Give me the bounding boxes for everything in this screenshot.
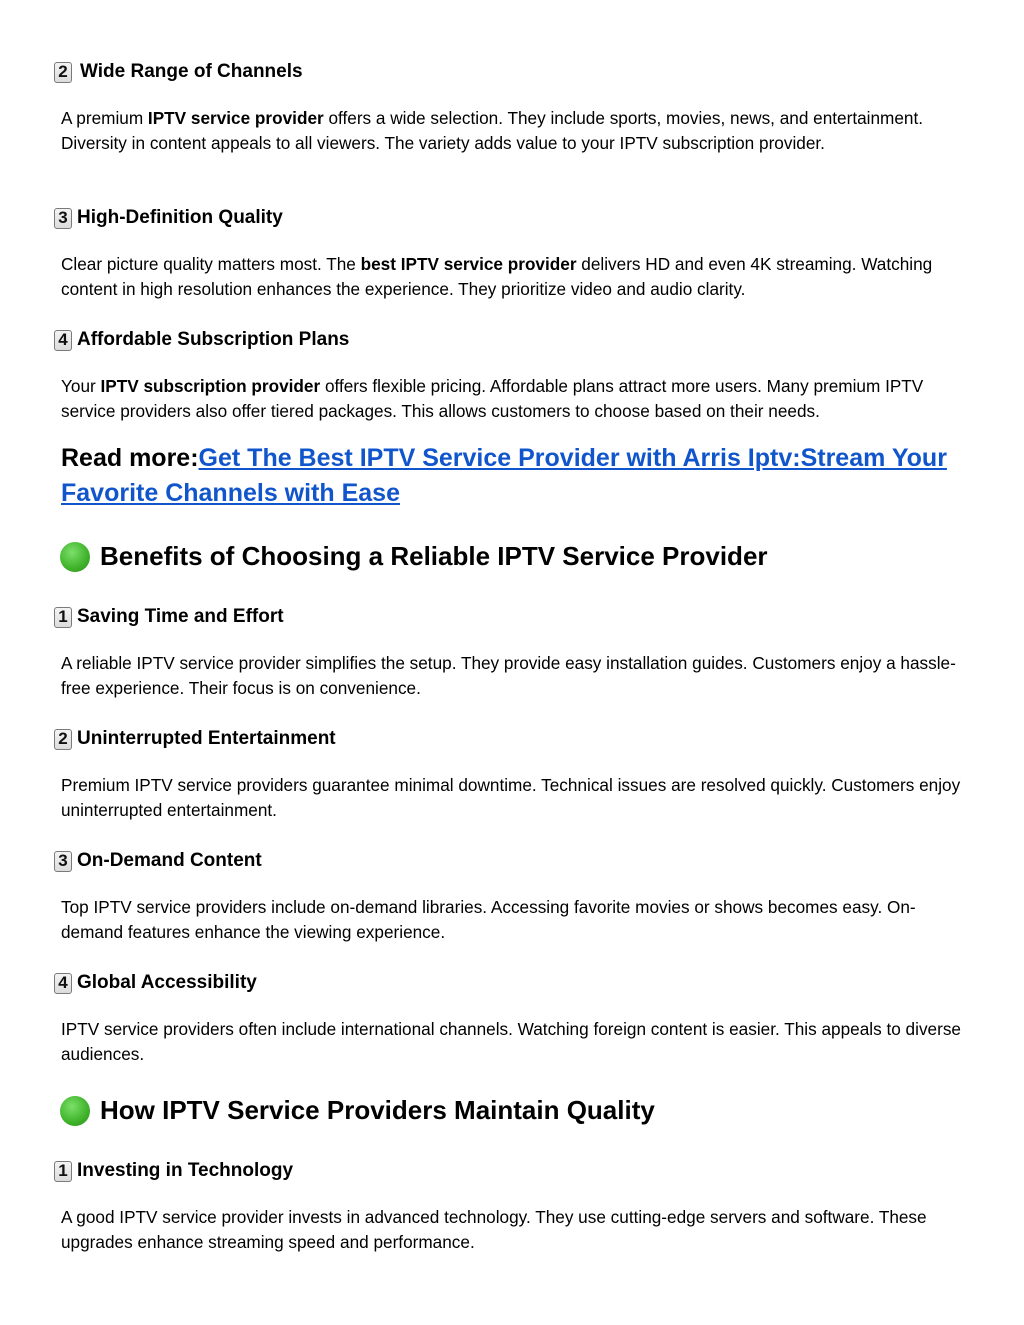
text-run: offers a wide selection. They include sports, movies, news, and entertainment. Diversity in content appeals to all viewers. The variety adds value to your IPTV subscription provider.	[61, 108, 924, 153]
text-run: offers flexible pricing. Affordable plans attract more users. Many premium IPTV service providers also offer tiered packages. This allows customers to choose based on their needs.	[61, 376, 924, 421]
heading-text: Benefits of Choosing a Reliable IPTV Service Provider	[100, 541, 768, 571]
subheading-hd-quality	[54, 207, 283, 229]
subheading-title: Uninterrupted Entertainment	[77, 728, 336, 749]
keycap-number-icon: 3	[54, 208, 72, 229]
paragraph-saving-time: A reliable IPTV service provider simplifies the setup. They provide easy installation guides. Customers enjoy a hassle-free experience. Their focus is on convenience.	[61, 653, 956, 698]
subheading-title: Saving Time and Effort	[77, 606, 284, 627]
text-run: Your	[61, 376, 101, 396]
bold-keyword: IPTV service provider	[147, 108, 324, 128]
keycap-number-icon: 2	[54, 62, 72, 83]
subheading-saving-time	[54, 606, 284, 628]
paragraph-on-demand: Top IPTV service providers include on-demand libraries. Accessing favorite movies or shows becomes easy. On-demand features enhance the viewing experience.	[61, 897, 916, 942]
green-circle-icon	[60, 1096, 90, 1126]
paragraph-hd-quality	[61, 252, 966, 301]
subheading-wide-range	[54, 61, 303, 83]
paragraph-global-access: IPTV service providers often include international channels. Watching foreign content is easier. This appeals to diverse audiences.	[61, 1019, 961, 1064]
paragraph-investing-tech: A good IPTV service provider invests in advanced technology. They use cutting-edge servers and software. These upgrades enhance streaming speed and performance.	[61, 1207, 927, 1252]
paragraph-uninterrupted: Premium IPTV service providers guarantee minimal downtime. Technical issues are resolved quickly. Customers enjoy uninterrupted entertainment.	[61, 775, 961, 820]
subheading-title: Affordable Subscription Plans	[77, 329, 350, 350]
text-run: A premium	[61, 108, 148, 128]
subheading-uninterrupted	[54, 728, 336, 750]
green-circle-icon	[60, 542, 90, 572]
subheading-affordable-plans	[54, 329, 349, 351]
subheading-title: High-Definition Quality	[77, 207, 283, 228]
subheading-global-access	[54, 972, 257, 994]
benefits-heading	[60, 541, 768, 572]
subheading-investing-tech	[54, 1160, 293, 1182]
text-run: delivers HD and even 4K streaming. Watching content in high resolution enhances the experience. They prioritize video and audio clarity.	[61, 254, 933, 299]
subheading-title: On-Demand Content	[77, 850, 262, 871]
read-more	[61, 441, 981, 511]
quality-heading	[60, 1095, 655, 1126]
read-more-link[interactable]: Get The Best IPTV Service Provider with Arris Iptv:Stream Your Favorite Channels with Ease	[61, 444, 947, 507]
subheading-on-demand	[54, 850, 262, 872]
subheading-title: Wide Range of Channels	[80, 61, 303, 82]
paragraph-wide-range	[61, 106, 966, 155]
bold-keyword: IPTV subscription provider	[100, 376, 321, 396]
keycap-number-icon: 4	[54, 330, 72, 351]
subheading-title: Investing in Technology	[77, 1160, 294, 1181]
keycap-number-icon: 4	[54, 973, 72, 994]
keycap-number-icon: 3	[54, 851, 72, 872]
keycap-number-icon: 2	[54, 729, 72, 750]
text-run: Clear picture quality matters most. The	[61, 254, 361, 274]
subheading-title: Global Accessibility	[77, 972, 257, 993]
bold-keyword: best IPTV service provider	[360, 254, 577, 274]
paragraph-affordable-plans	[61, 374, 966, 423]
keycap-number-icon: 1	[54, 1161, 72, 1182]
read-more-label: Read more:	[61, 444, 199, 472]
heading-text: How IPTV Service Providers Maintain Quality	[100, 1095, 655, 1125]
keycap-number-icon: 1	[54, 607, 72, 628]
